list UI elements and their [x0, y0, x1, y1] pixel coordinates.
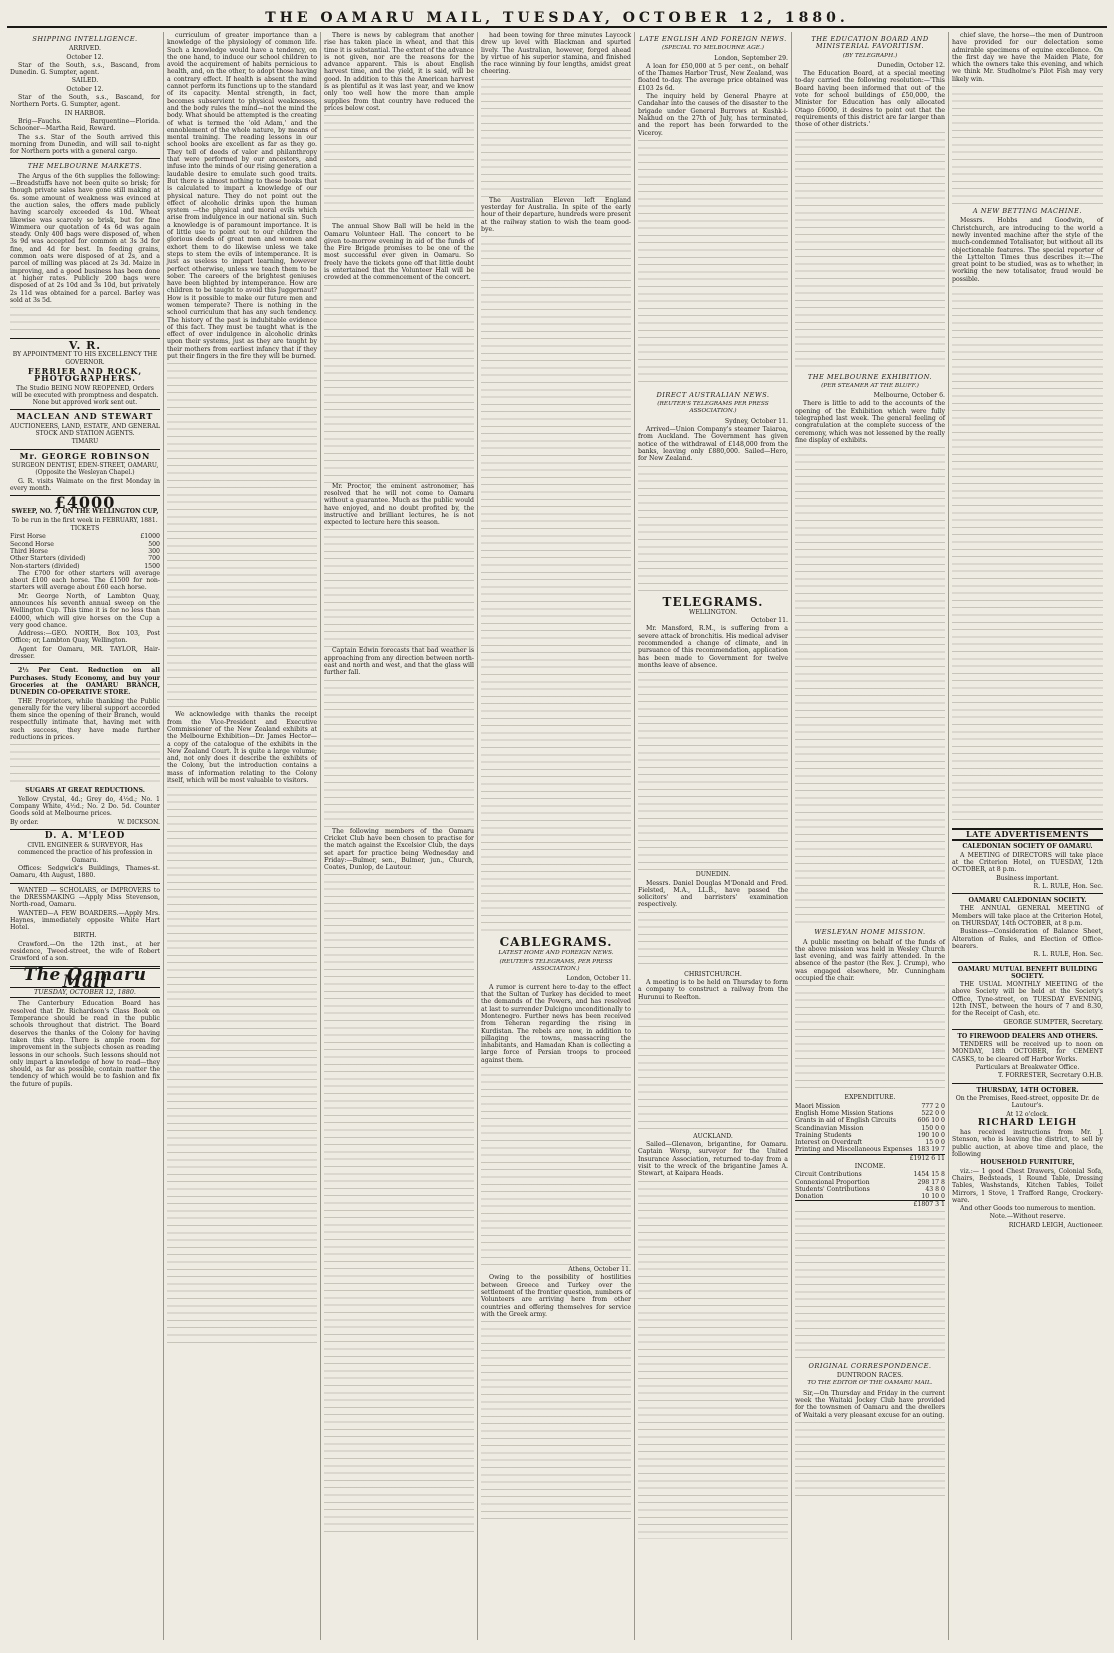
editorial-opening: The Canterbury Education Board has resolved that Dr. Richardson's Class Book on Temperance should be read in the public schools throughout that district. The Board deserves the thanks of the Colony for having taken this step. There is ample room for improvement in the subjects chosen as reading lessons in our schools. Such lessons should not only impart a knowledge of how to read—they should, as far as possible, contain matter the tendency of which would be to fashion and fix the future of pupils. [10, 1000, 160, 1088]
sugars-body: Yellow Crystal, 4d.; Grey do, 4½d.; No. 1 Company White, 4½d.; No. 2 Do. 5d. Counter Goods sold at Melbourne prices. [10, 795, 160, 818]
illegible-text-block [481, 1319, 631, 1519]
illegible-text-block [638, 670, 788, 870]
expenditure-row: English Home Mission Stations 522 0 0 [795, 1109, 945, 1117]
illegible-text-block [324, 678, 474, 828]
ferrier-ad-title: FERRIER AND ROCK, PHOTOGRAPHERS. [27, 365, 143, 384]
appointment-line: BY APPOINTMENT TO HIS EXCELLENCY THE GOVERNOR. [12, 351, 158, 366]
maclean-ad-town: TIMARU [71, 438, 99, 446]
prize-row: Non-starters (divided) 1500 [10, 562, 160, 570]
prize-row: First Horse £1000 [10, 533, 160, 541]
income-table [795, 1171, 945, 1208]
newspaper-page [7, 6, 1107, 1641]
correspondence-body: Sir,—On Thursday and Friday in the current week the Waitaki Jockey Club have provided for the townsmen of Oamaru and the dwellers of Waitaki a very pleasant excuse for an outing. [795, 1389, 945, 1419]
auction-time: At 12 o'clock. [1006, 1110, 1049, 1118]
editorial-continued: curriculum of greater importance than a knowledge of the physiology of common life. Such a knowledge would have a tendency, on the one hand, to induce our school children to avoid the acquirement of habits pernicious to health, and, on the other, to adopt those having a contrary effect. If health is absent the mind cannot perform its functions up to the standard of its capacity. Mental strength, in fact, becomes subservient to physical weaknesses, and the body rules the mind—not the mind the body. What should be attempted is the creating of what is termed the 'old Adam,' and the ennoblement of the whole nature, by means of mental training. The reading lessons in our school books are excellent as far as they go. They tell of deeds of valor and philanthropy that were performed by our ancestors, and infuse into the minds of our rising generation a laudable desire to emulate such good traits. But there is almost nothing to these books that is calculated to impart a knowledge of our physical nature. They do not point out the effect of alcoholic drinks upon the human system —the physical and moral evils which arise from indulgence in our national sin. Such a knowledge is of paramount importance. It is of little use to point out to our children the glorious deeds of great men and women and exhort them to do likewise unless we take steps to stem the evils of intemperance. It is just as useless to impart learning, however perfect otherwise, unless we teach them to be sober. The careers of the brightest geniuses have been blighted by intemperance. How are children to be taught to avoid this Juggernaut? How is it possible to make our future men and women temperate? There is nothing in the school curriculum that has any such tendency. The history of the past is indubitable evidence of this fact. They must be taught what is the effect of over indulgence in alcoholic drinks upon their systems, just as they are taught by their mothers from earliest infancy that if they put their fingers in the fire they will be burned. [167, 32, 317, 361]
dateline: TUESDAY, OCTOBER 12, 1880. [10, 987, 160, 998]
caledonian-body: A MEETING of DIRECTORS will take place at the Criterion Hotel, on TUESDAY, 12th OCTOBER, at 8 p.m. [952, 851, 1103, 874]
mutual-heading: OAMARU MUTUAL BENEFIT BUILDING SOCIETY. [957, 965, 1098, 980]
auction-signature: RICHARD LEIGH, Auctioneer. [1008, 1221, 1103, 1229]
mcleod-ad-office: Offices: Sedgwick's Buildings, Thames-st. Oamaru, 4th August, 1880. [10, 865, 160, 880]
illegible-text-block [167, 785, 317, 1345]
markets-heading: THE MELBOURNE MARKETS. [27, 162, 143, 171]
birth-heading: BIRTH. [73, 932, 97, 940]
divider [10, 829, 160, 830]
correspondence-heading: ORIGINAL CORRESPONDENCE. [808, 1361, 932, 1370]
divider [952, 893, 1103, 894]
dunedin-body: Messrs. Daniel Douglas M'Donald and Fred. Fielsted, M.A., LL.B., have passed the solicitors' and barristers' examination respectively. [638, 879, 788, 909]
wellington-body: Mr. Mansford, R.M., is suffering from a severe attack of bronchitis. His medical adviser recommended a change of climate, and in pursuance of this recommendation, application has been made to Government for twelve months leave of absence. [638, 625, 788, 669]
illegible-text-block [638, 1002, 788, 1132]
income-row: Students' Contributions 43 8 0 [795, 1185, 945, 1193]
cablegrams-date: London, October 11. [566, 975, 631, 983]
expenditure-row: Maori Mission 777 2 0 [795, 1102, 945, 1110]
christchurch-heading: CHRISTCHURCH. [684, 970, 742, 978]
divider [952, 1083, 1103, 1084]
household-more: And other Goods too numerous to mention. [960, 1205, 1096, 1213]
auctioneer-name: RICHARD LEIGH [977, 1117, 1078, 1128]
royal-cipher: V. R. [68, 339, 102, 353]
sweep-address: Address:—GEO. NORTH, Box 103, Post Office; or, Lambton Quay, Wellington. [10, 630, 160, 645]
exhibition-heading: THE MELBOURNE EXHIBITION. [807, 372, 933, 381]
illegible-text-block [10, 742, 160, 786]
robinson-ad-title: Mr. GEORGE ROBINSON [19, 450, 151, 461]
correspondence-subheading: DUNTROON RACES. [836, 1372, 904, 1380]
illegible-text-block [481, 234, 631, 934]
masthead: THE OAMARU MAIL, TUESDAY, OCTOBER 12, 1880. [7, 6, 1107, 28]
wanted-ad-2: WANTED—A FEW BOARDERS.—Apply Mrs. Haynes, immediately opposite White Hart Hotel. [10, 909, 160, 932]
expenditure-heading: EXPENDITURE. [844, 1094, 896, 1102]
auction-location: On the Premises, Reed-street, opposite Dr. de Lautour's. [955, 1094, 1100, 1110]
robinson-ad-text: SURGEON DENTIST, EDEN-STREET, OAMARU, (Opposite the Wesleyan Chapel.) [11, 461, 159, 477]
mcleod-ad-title: D. A. M'LEOD [44, 830, 126, 841]
athens-body: Owing to the possibility of hostilities between Greece and Turkey over the settlement of the frontier question, numbers of Volunteers are arriving here from other countries and offering themselves for service with the Greek army. [481, 1274, 631, 1318]
illegible-text-block [795, 983, 945, 1093]
column-6 [792, 32, 949, 1640]
illegible-text-block [952, 284, 1103, 824]
household-items: viz.:— 1 good Chest Drawers, Colonial Sofa, Chairs, Bedsteads, 1 Round Table, Dressing Tables, Washstands, Kitchen Tables, Toilet Mirrors, 1 Stove, 1 Trafford Range, Crockery-ware. [952, 1167, 1103, 1204]
direct-news-heading: DIRECT AUSTRALIAN NEWS. [656, 390, 770, 399]
illegible-text-block [795, 445, 945, 925]
robinson-ad-note: G. R. visits Waimate on the first Monday in every month. [10, 477, 160, 492]
prize-row: Third Horse 300 [10, 547, 160, 555]
expenditure-row: Printing and Miscellaneous Expenses 183 19 7 [795, 1146, 945, 1154]
illegible-text-block [324, 283, 474, 483]
divider [10, 883, 160, 884]
education-date: Dunedin, October 12. [877, 61, 945, 69]
cablegrams-body: A rumor is current here to-day to the effect that the Sultan of Turkey has decided to meet the demands of the Powers, and has resolved at last to surrender Dulcigno unconditionally to Montenegro. Further news has been received from Teheran regarding the rising in Kurdistan. The rebels are now, in addition to pillaging the towns, massacring the inhabitants, and Hamadan Khan is collecting a large force of Persian troops to proceed against them. [481, 983, 631, 1064]
christchurch-body: A meeting is to be held on Thursday to form a company to construct a railway from the Hurunui to Reefton. [638, 978, 788, 1001]
caledonian-2-body: THE ANNUAL GENERAL MEETING of Members will take place at the Criterion Hotel, on THURSDAY, 14th OCTOBER, at 8 p.m. [952, 905, 1103, 928]
illegible-text-block [481, 77, 631, 197]
prize-row: Second Horse 500 [10, 540, 160, 548]
illegible-text-block [10, 305, 160, 335]
expenditure-row: Interest on Overdraft 15 0 0 [795, 1139, 945, 1147]
late-news-heading: LATE ENGLISH AND FOREIGN NEWS. [639, 35, 787, 43]
prize-row: Other Starters (divided) 700 [10, 555, 160, 563]
exhibition-date: Melbourne, October 6. [873, 392, 945, 400]
late-news-date: London, September 29. [714, 54, 788, 62]
arrived-heading: ARRIVED. [69, 45, 101, 53]
caledonian-business: Business important. [996, 874, 1059, 882]
wesleyan-body: A public meeting on behalf of the funds of the above mission was held in Wesley Church last evening, and was fairly attended. In the absence of the pastor (the Rev. J. Crump), who was engaged elsewhere, Mr. Cunningham occupied the chair. [795, 938, 945, 983]
coop-body: THE Proprietors, while thanking the Public generally for the very liberal support accorded them since the opening of their Branch, would respectfully intimate that, having met with such success, they have made further reductions in prices. [10, 697, 160, 742]
wesleyan-heading: WESLEYAN HOME MISSION. [814, 928, 926, 937]
harbor-heading: IN HARBOR. [64, 109, 106, 117]
wellington-heading: WELLINGTON. [688, 608, 738, 616]
expenditure-table [795, 1103, 945, 1162]
rowing-news: had been towing for three minutes Laycock drew up level with Blackman and spurted lively. The Australian, however, forged ahead by virtue of his superior stamina, and finished the race winning by four lengths, amidst great cheering. [481, 32, 631, 76]
illegible-text-block [167, 361, 317, 711]
correspondence-to: TO THE EDITOR OF THE OAMARU MAIL. [807, 1380, 933, 1387]
mcleod-ad-text: CIVIL ENGINEER & SURVEYOR, Has commenced the practice of his profession in Oamaru. [17, 842, 153, 864]
education-source: (BY TELEGRAPH.) [842, 52, 898, 59]
direct-news-source: (REUTER'S TELEGRAMS PER PRESS ASSOCIATION.) [657, 401, 769, 415]
firewood-body: TENDERS will be received up to noon on MONDAY, 18th OCTOBER, for CEMENT CASKS, to be cleared off Harbor Works. [952, 1041, 1103, 1063]
sailed-text: Star of the South, s.s., Bascand, for Northern Ports. G. Sumpter, agent. [10, 94, 160, 109]
direct-news-date: Sydney, October 11. [724, 417, 788, 425]
sweep-amount: £4000 [54, 493, 116, 513]
firewood-particulars: Particulars at Breakwater Office. [975, 1064, 1080, 1072]
cablegrams-heading: CABLEGRAMS. [499, 935, 613, 950]
illegible-text-block [638, 1179, 788, 1539]
expenditure-row: Training Students 190 10 0 [795, 1131, 945, 1139]
birth-notice: Crawford.—On the 12th inst., at her residence, Tweed-street, the wife of Robert Crawford of a son. [10, 940, 160, 963]
betting-body: Messrs. Hobbs and Goodwin, of Christchurch, are introducing to the world a newly invented machine after the style of the much-condemned Totalisator, but without all its objectionable features. The special reporter of the Lyttelton Times thus describes it:—The great point to be studied, was as to whether, in working the new totalisator, fraud would be possible. [952, 217, 1103, 283]
direct-news-body: Arrived—Union Company's steamer Taiaroa, from Auckland. The Government has given notice of the withdrawal of £148,000 from the banks, leaving only £880,000. Sailed—Hero, for New Zealand. [638, 426, 788, 463]
household-heading: HOUSEHOLD FURNITURE, [980, 1159, 1075, 1167]
coop-signature: By order. W. DICKSON. [10, 818, 160, 826]
sweep-note: The £700 for other starters will average about £100 each horse. The £1500 for non-starters will average about £60 each horse. [10, 569, 160, 592]
caledonian-signature: R. L. RULE, Hon. Sec. [1033, 882, 1103, 890]
maclean-ad-title: MACLEAN AND STEWART [16, 411, 154, 422]
sweep-subtitle: To be run in the first week in FEBRUARY, 1881. [12, 516, 158, 524]
mutual-body: THE USUAL MONTHLY MEETING of the above Society will be held at the Society's Office, Tyne-street, on TUESDAY EVENING, 12th INST., between the hours of 7 and 8.30, for the Receipt of Cash, etc. [952, 981, 1103, 1018]
illegible-text-block [795, 130, 945, 370]
column-container [7, 32, 1107, 1640]
illegible-text-block [638, 138, 788, 388]
illegible-text-block [795, 1209, 945, 1359]
late-ads-heading: LATE ADVERTISEMENTS [952, 828, 1103, 841]
concert-news: The annual Show Ball will be held in the Oamaru Volunteer Hall. The concert to be given to-morrow evening in aid of the funds of the Fire Brigade promises to be one of the most successful ever given in Oamaru. So freely have the tickets gone off that little doubt is entertained that the Volunteer Hall will be crowded at the commencement of the concert. [324, 223, 474, 282]
weather-news: Captain Edwin forecasts that bad weather is approaching from any direction between north-east and north and west, and that the glass will further fall. [324, 647, 474, 677]
proctor-news: Mr. Proctor, the eminent astronomer, has resolved that he will not come to Oamaru without a guarantee. Much as the public would have enjoyed, and no doubt profited by, the instructive and brilliant lectures, he is not expected to lecture here this season. [324, 482, 474, 527]
divider [952, 1029, 1103, 1030]
late-news-source: (SPECIAL TO MELBOURNE AGE.) [661, 45, 765, 52]
wanted-ad-1: WANTED — SCHOLARS, or IMPROVERS to the DRESSMAKING —Apply Miss Stevenson, North-road, Oamaru. [10, 886, 160, 909]
sailed-date: October 12. [66, 85, 104, 93]
telegrams-heading: TELEGRAMS. [662, 594, 764, 609]
income-heading: INCOME. [854, 1162, 886, 1170]
arrived-text: Star of the South, s.s., Bascand, from Dunedin. G. Sumpter, agent. [10, 61, 160, 77]
column-4 [478, 32, 635, 1640]
illegible-text-block [324, 872, 474, 1532]
column-3 [321, 32, 478, 1640]
exhibition-body: There is little to add to the accounts of the opening of the Exhibition which were fully telegraphed last week. The general feeling of congratulation at the complete success of the ceremony, which was not lessened by the really fine display of exhibits. [795, 400, 945, 444]
auckland-heading: AUCKLAND. [693, 1132, 733, 1140]
cablegrams-source: (REUTER'S TELEGRAMS, PER PRESS ASSOCIATION.) [499, 958, 613, 973]
column-7 [949, 32, 1106, 1640]
mutual-signature: GEORGE SUMPTER, Secretary. [1003, 1018, 1103, 1026]
divider [10, 409, 160, 410]
illegible-text-block [795, 1420, 945, 1500]
income-row: Connexional Proportion 298 17 8 [795, 1178, 945, 1186]
expenditure-row: Scandinavian Mission 150 0 0 [795, 1124, 945, 1132]
sweep-agent: Agent for Oamaru, MR. TAYLOR, Hair-dresser. [10, 645, 160, 661]
column-2 [164, 32, 321, 1640]
exhibition-source: (PER STEAMER AT THE BLUFF.) [821, 382, 919, 389]
exhibition-catalogue-note: We acknowledge with thanks the receipt from the Vice-President and Executive Commissioner of the New Zealand exhibits at the Melbourne Exhibition—Dr. James Hector—a copy of the catalogue of the exhibits in the New Zealand Court. It is quite a large volume; and, not only does it describe the exhibits of the Colony, but the introduction contains a mass of information relating to the Colony itself, which will be most valuable to visitors. [167, 711, 317, 785]
education-body: The Education Board, at a special meeting to-day carried the following resolution:—'This Board having been informed that out of the vote for school buildings of £50,000, the Minister for Education has only allocated Otago £6000, it desires to point out that the requirements of this district are far larger than those of other districts.' [795, 70, 945, 129]
auction-reserve: Note.—Without reserve. [989, 1213, 1066, 1221]
ferrier-ad-text: The Studio BEING NOW REOPENED, Orders will be executed with promptness and despatch. None but approved work sent out. [11, 384, 159, 407]
divider [952, 962, 1103, 963]
harbor-text: Brig—Fauchs. Barquentine—Florida. Schooner—Martha Reid, Reward. [10, 117, 160, 133]
income-row: Donation 10 10 0 [795, 1193, 945, 1201]
auckland-body: Sailed—Glenavon, brigantine, for Oamaru. Captain Worsp, surveyor for the United Insurance Association, returned to-day from a visit to the wreck of the brigantine James A. Stewart, at Kaipara Heads. [638, 1141, 788, 1178]
cricket-news: The following members of the Oamaru Cricket Club have been chosen to practise for the match against the Excelsior Club, the days set apart for practice being Wednesday and Friday:—Bulmer, sen., Bulmer, jun., Church, Coates, Dunlop, de Lautour. [324, 827, 474, 872]
athens-date: Athens, October 11. [568, 1266, 631, 1274]
late-news-body: A loan for £50,000 at 5 per cent., on behalf of the Thames Harbor Trust, New Zealand, was floated to-day. The average price obtained was £103 2s 6d. [638, 62, 788, 92]
nameplate: The Oamaru Mail [23, 964, 147, 992]
eleven-news: The Australian Eleven left England yesterday for Australia. In spite of the early hour of their departure, hundreds were present at the railway station to wish the team good-bye. [481, 196, 631, 233]
expenditure-row: Grants in aid of English Circuits 606 10 0 [795, 1117, 945, 1125]
dunedin-heading: DUNEDIN. [695, 871, 731, 879]
education-heading: THE EDUCATION BOARD AND MINISTERIAL FAVORITISM. [811, 35, 929, 51]
shipping-note: The s.s. Star of the South arrived this morning from Dunedin, and will sail to-night for Northern ports with a general cargo. [10, 133, 160, 156]
expenditure-total: £1912 6 11 [795, 1154, 945, 1162]
firewood-signature: T. FORRESTER, Secretary O.H.B. [998, 1072, 1103, 1080]
races-continued: chief slave, the horse—the men of Duntroon have provided for our delectation some admirable specimens of equine excellence. On the first day we have the Maiden Plate, for which the owners take this evening, and which we think Mr. Studholme's Pilot Fish may very likely win. [952, 32, 1103, 83]
illegible-text-block [638, 910, 788, 970]
divider [10, 663, 160, 664]
caledonian-2-business: Business—Consideration of Balance Sheet, Alteration of Rules, and Election of Office-bearers. [952, 928, 1103, 950]
caledonian-heading: CALEDONIAN SOCIETY OF OAMARU. [962, 843, 1093, 851]
tickets-heading: TICKETS [70, 525, 100, 533]
divider [10, 158, 160, 159]
prize-list [10, 533, 160, 569]
illegible-text-block [481, 1065, 631, 1265]
arrived-date: October 12. [66, 53, 104, 61]
markets-text: The Argus of the 6th supplies the following:—Breadstuffs have not been quite so brisk; for though private sales have gone still making at 6s. some amount of weakness was evinced at the auction sales, the offers made publicly having scarcely exceeded 4s 10d. Wheat likewise was scarcely so brisk, but for fine Wimmera our quotation of 4s 6d was again steady. Only 400 bags were disposed of, when 3s 9d was accepted for common at 3s 3d for fine, and 4d for best. In feeding grains, common oats were disposed of at 2s, and a parcel of milling was placed at 2s 3d. Maize in improving, and a good business has been done at higher rates. Publicly 200 bags were disposed of at 2s 10d and 3s 10d, but privately 2s 11d was obtained for a parcel. Barley was sold at 3s 5d. [10, 172, 160, 304]
cablegrams-subheading: LATEST HOME AND FOREIGN NEWS. [498, 949, 614, 956]
sweep-body: Mr. George North, of Lambton Quay, announces his seventh annual sweep on the Wellington Cup. This time it is for no less than £4000, which will give horses on the Cup a very good chance. [10, 592, 160, 629]
betting-heading: A NEW BETTING MACHINE. [972, 207, 1083, 216]
maclean-ad-text: AUCTIONEERS, LAND, ESTATE, AND GENERAL STOCK AND STATION AGENTS. [10, 422, 160, 438]
wheat-news: There is news by cablegram that another rise has taken place in wheat, and that this time it is substantial. The extent of the advance is not given, nor are the reasons for the advance apparent. This is about English harvest time, and the yield, it is said, will be good. In addition to this the American harvest is as plentiful as it was last year, and we know only too well how the more than ample supplies from that country have reduced the prices below cost. [324, 32, 474, 112]
sailed-heading: SAILED. [71, 77, 99, 85]
income-row: Circuit Contributions 1454 15 8 [795, 1171, 945, 1179]
firewood-heading: TO FIREWOOD DEALERS AND OTHERS. [957, 1032, 1098, 1040]
column-5 [635, 32, 792, 1640]
income-total: £1807 3 1 [795, 1200, 945, 1208]
coop-discount: 2½ Per Cent. Reduction on all Purchases. Study Economy, and buy your Groceries at the OAMARU BRANCH, DUNEDIN CO-OPERATIVE STORE. [10, 667, 160, 697]
divider [10, 449, 160, 450]
auction-body: has received instructions from Mr. J. Stenson, who is leaving the district, to sell by public auction, at above time and place, the following [952, 1129, 1103, 1159]
illegible-text-block [324, 113, 474, 223]
caledonian-2-heading: OAMARU CALEDONIAN SOCIETY. [968, 897, 1087, 905]
caledonian-2-signature: R. L. RULE, Hon. Sec. [1033, 951, 1103, 959]
illegible-text-block [638, 464, 788, 594]
wellington-date: October 11. [750, 617, 788, 625]
shipping-heading: SHIPPING INTELLIGENCE. [32, 35, 138, 43]
illegible-text-block [952, 84, 1103, 204]
late-news-body-2: The inquiry held by General Phayre at Candahar into the causes of the disaster to the brigade under General Burrows at Kushk-i-Nakhud on the 27th of July, has terminated, and the report has been forwarded to the Viceroy. [638, 93, 788, 137]
column-1 [7, 32, 164, 1640]
auction-date: THURSDAY, 14TH OCTOBER. [976, 1086, 1079, 1094]
sugars-heading: SUGARS AT GREAT REDUCTIONS. [25, 787, 145, 795]
sweep-title: SWEEP, NO. 7, ON THE WELLINGTON CUP, [11, 508, 159, 516]
illegible-text-block [324, 527, 474, 647]
